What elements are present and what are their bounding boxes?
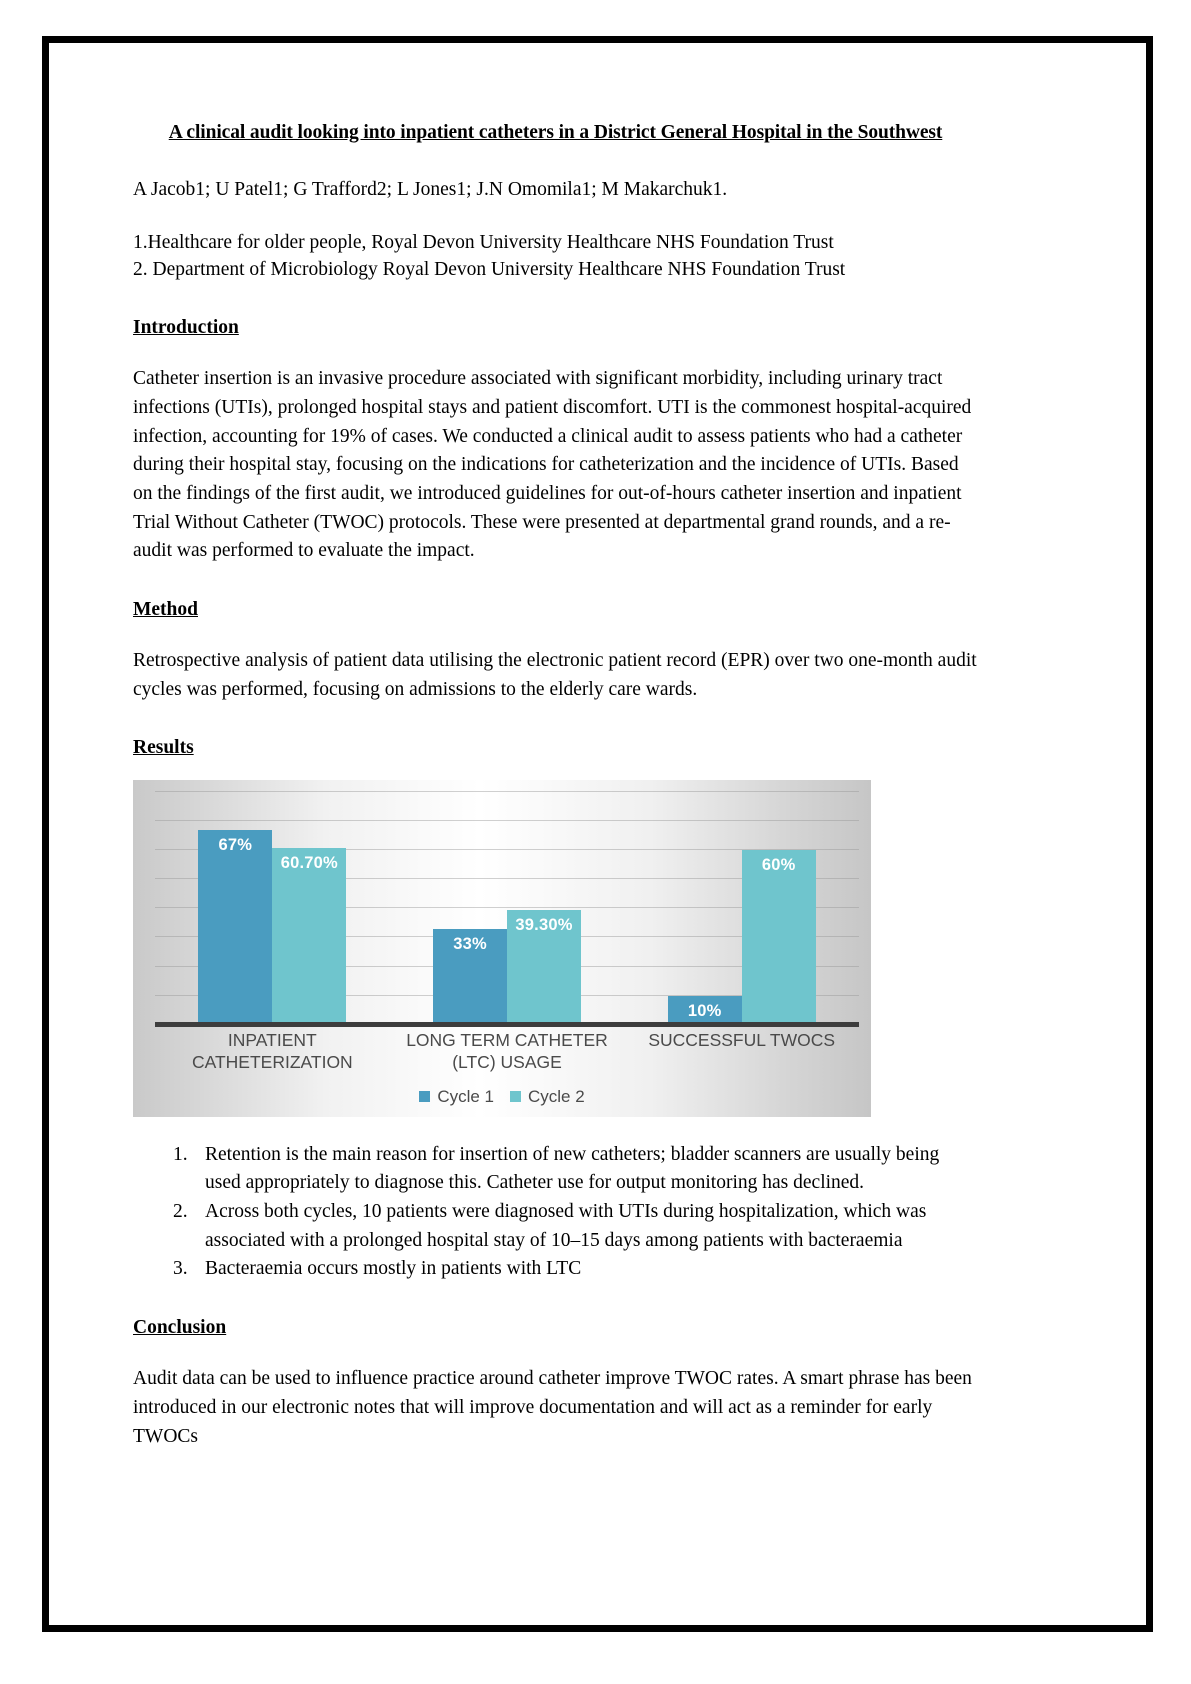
chart-category-group (155, 792, 390, 1025)
results-section (133, 734, 978, 761)
chart-category-label: LONG TERM CATHETER (LTC) USAGE (406, 1029, 608, 1073)
results-heading: Results (133, 737, 194, 759)
chart-bars (155, 792, 859, 1025)
conclusion-body: Audit data can be used to influence practice around catheter improve TWOC rates. A smart phrase has been introduced in our electronic notes that will improve documentation and will act as a reminder for early TWOCs (133, 1368, 972, 1447)
chart-bar (742, 850, 816, 1025)
chart-legend-label: Cycle 1 (437, 1086, 494, 1106)
list-item: Retention is the main reason for insertion of new catheters; bladder scanners are usually being used appropriately to diagnose this. Catheter use for output monitoring has declined. (205, 1143, 940, 1194)
chart-bar-value-label: 39.30% (515, 916, 573, 935)
chart-category-label: SUCCESSFUL TWOCS (648, 1029, 836, 1050)
chart-bar (198, 830, 272, 1025)
list-item: Bacteraemia occurs mostly in patients with LTC (205, 1258, 582, 1280)
document-content (133, 120, 978, 1451)
chart-bar (433, 929, 507, 1025)
chart-bar-value-label: 60.70% (280, 853, 338, 872)
chart-bar-value-label: 60% (761, 856, 796, 874)
chart-legend-swatch (419, 1091, 430, 1102)
affiliation-2: 2. Department of Microbiology Royal Devon University Healthcare NHS Foundation Trust (133, 259, 846, 281)
conclusion-section (133, 1314, 978, 1341)
introduction-section (133, 314, 978, 341)
chart-bar (507, 910, 581, 1024)
affiliation-1: 1.Healthcare for older people, Royal Devon University Healthcare NHS Foundation Trust (133, 231, 834, 253)
page-title: A clinical audit looking into inpatient catheters in a District General Hospital in the Southwest (168, 122, 943, 143)
results-findings-list (133, 1141, 978, 1284)
chart-legend (133, 1087, 871, 1107)
method-section (133, 596, 978, 623)
chart-bar-value-label: 10% (687, 1001, 722, 1020)
chart-legend-item (510, 1087, 585, 1107)
introduction-heading: Introduction (133, 316, 239, 338)
chart-plot-area (155, 792, 859, 1025)
conclusion-heading: Conclusion (133, 1317, 227, 1339)
chart-legend-label: Cycle 2 (528, 1086, 585, 1106)
list-item: Across both cycles, 10 patients were diagnosed with UTIs during hospitalization, which was associated with a prolonged hospital stay of 10–15 days among patients with bacteraemia (205, 1201, 927, 1251)
chart-category-group (624, 792, 859, 1025)
chart-bar (668, 996, 742, 1025)
chart-category-group (390, 792, 625, 1025)
chart-category-label: INPATIENT CATHETERIZATION (191, 1029, 353, 1073)
chart-bar-value-label: 33% (453, 934, 487, 953)
chart-category-labels (155, 1027, 859, 1079)
author-list: A Jacob1; U Patel1; G Trafford2; L Jones1; J.N Omomila1; M Makarchuk1. (133, 179, 728, 201)
chart-legend-swatch (510, 1091, 521, 1102)
results-bar-chart (133, 780, 871, 1117)
chart-bar-value-label: 67% (218, 835, 253, 854)
introduction-body: Catheter insertion is an invasive procedure associated with significant morbidity, including urinary tract infections (UTIs), prolonged hospital stays and patient discomfort. UTI is the commonest hospital-acquired infection, accounting for 19% of cases. We conducted a clinical audit to assess patients who had a catheter during their hospital stay, focusing on the indications for catheterization and the incidence of UTIs. Based on the findings of the first audit, we introduced guidelines for out-of-hours catheter insertion and inpatient Trial Without Catheter (TWOC) protocols. These were presented at departmental grand rounds, and a re-audit was performed to evaluate the impact. (133, 368, 972, 562)
method-heading: Method (133, 598, 198, 620)
chart-legend-item (419, 1087, 494, 1107)
method-body: Retrospective analysis of patient data utilising the electronic patient record (EPR) over two one-month audit cycles was performed, focusing on admissions to the elderly care wards. (133, 650, 977, 700)
chart-bar (272, 848, 346, 1025)
